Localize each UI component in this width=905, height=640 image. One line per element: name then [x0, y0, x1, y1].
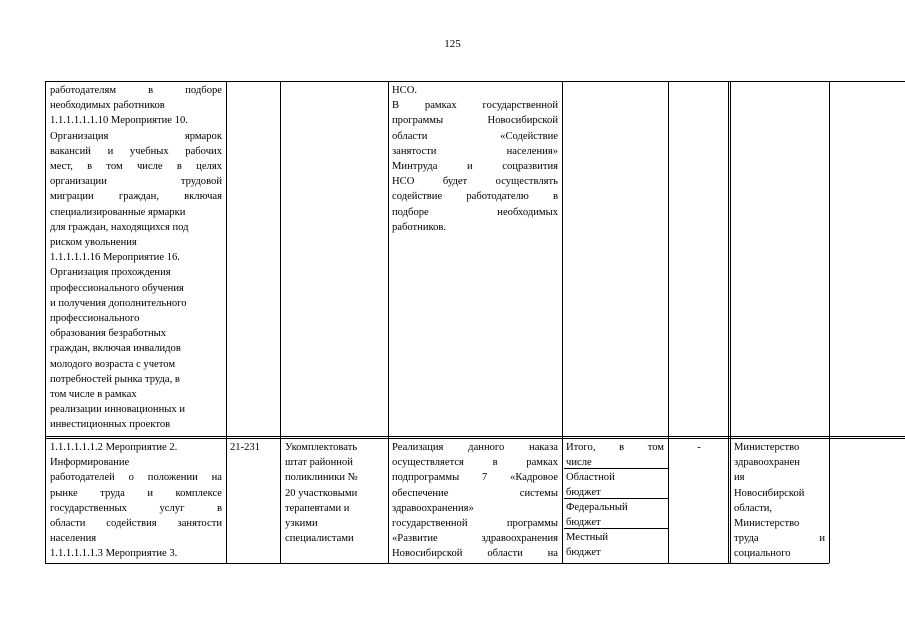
text-line: государственных услуг в — [50, 502, 222, 514]
text-line: работодателей о положении на — [50, 472, 222, 484]
text-line: труда и — [734, 533, 825, 545]
text-line: и получения дополнительного — [50, 297, 187, 309]
implementation-cell — [392, 83, 558, 235]
table-bottom-border — [45, 563, 829, 564]
text-line: мест, в том числе в целях — [50, 161, 222, 173]
text-line: образования безработных — [50, 328, 167, 340]
column-border — [562, 81, 563, 563]
responsible-executor-cell — [734, 440, 825, 562]
text-line: занятости населения» — [392, 145, 558, 157]
text-line: области «Содействие — [392, 130, 558, 142]
text-line: поликлиники № — [285, 472, 358, 484]
text-line: организации трудовой — [50, 176, 222, 188]
text-line: ия — [734, 472, 745, 484]
implementation-cell — [392, 440, 558, 562]
column-border — [388, 81, 389, 563]
text-line: Областной — [566, 472, 615, 483]
text-line: реализации инновационных и — [50, 404, 185, 416]
column-border — [829, 81, 830, 563]
budget-federal-cell — [566, 500, 664, 530]
row-divider — [45, 438, 905, 439]
text-line: Федеральный — [566, 502, 628, 513]
text-line: бюджет — [566, 487, 601, 499]
text-line: числе — [566, 457, 592, 469]
text-line: необходимых работников — [50, 100, 165, 112]
budget-total-cell — [566, 440, 664, 470]
text-line: специалистами — [285, 533, 354, 545]
text-line: бюджет — [566, 517, 601, 529]
order-number: 21-231 — [230, 442, 261, 453]
column-border — [280, 81, 281, 563]
text-line: области содействия занятости — [50, 518, 222, 530]
text-line: 1.1.1.1.1.1.2 Мероприятие 2. — [50, 442, 178, 453]
text-line: подпрограммы 7 «Кадровое — [392, 472, 558, 484]
activity-description-cell — [50, 83, 222, 433]
text-line: Новосибирской — [734, 487, 805, 499]
text-line: узкими — [285, 518, 318, 530]
text-line: области, — [734, 502, 773, 514]
text-line: населения — [50, 533, 97, 545]
amount-value: - — [697, 442, 701, 453]
text-line: Организация ярмарок — [50, 130, 222, 142]
text-line: обеспечение системы — [392, 487, 558, 499]
amount-cell — [670, 440, 728, 455]
text-line: миграции граждан, включая — [50, 191, 222, 203]
text-line: социального — [734, 548, 791, 560]
column-border — [45, 81, 46, 563]
page-number: 125 — [444, 38, 461, 50]
column-border — [728, 81, 729, 563]
activity-description-cell — [50, 440, 222, 562]
text-line: «Развитие здравоохранения — [392, 533, 558, 545]
order-content-cell — [285, 440, 385, 546]
text-line: Информирование — [50, 457, 130, 469]
text-line: Итого, в том — [566, 442, 664, 453]
text-line: государственной программы — [392, 518, 558, 530]
text-line: содействие работодателю в — [392, 191, 558, 203]
text-line: Минтруда и соцразвития — [392, 161, 558, 173]
text-line: подборе необходимых — [392, 206, 558, 218]
column-border — [226, 81, 227, 563]
text-line: здравоохранения» — [392, 502, 474, 514]
text-line: штат районной — [285, 457, 353, 469]
text-line: работодателям в подборе — [50, 85, 222, 96]
text-line: Министерство — [734, 442, 800, 453]
text-line: терапевтами и — [285, 502, 350, 514]
text-line: специализированные ярмарки — [50, 206, 186, 218]
text-line: Местный — [566, 532, 609, 543]
budget-regional-cell — [566, 470, 664, 500]
text-line: 20 участковыми — [285, 487, 358, 499]
text-line: риском увольнения — [50, 237, 137, 249]
text-line: НСО будет осуществлять — [392, 176, 558, 188]
table-top-border — [45, 81, 905, 82]
text-line: работников. — [392, 221, 447, 233]
text-line: Новосибирской области на — [392, 548, 558, 560]
text-line: для граждан, находящихся под — [50, 221, 189, 233]
column-border — [730, 81, 731, 563]
text-line: НСО. — [392, 85, 418, 96]
budget-local-cell — [566, 530, 664, 560]
row-divider — [45, 436, 905, 437]
text-line: Министерство — [734, 518, 800, 530]
text-line: Реализация данного наказа — [392, 442, 558, 453]
text-line: 1.1.1.1.1.16 Мероприятие 16. — [50, 252, 180, 264]
text-line: 1.1.1.1.1.1.10 Мероприятие 10. — [50, 115, 188, 127]
text-line: 1.1.1.1.1.1.3 Мероприятие 3. — [50, 548, 178, 560]
text-line: потребностей рынка труда, в — [50, 373, 180, 385]
text-line: здравоохранен — [734, 457, 800, 469]
text-line: граждан, включая инвалидов — [50, 343, 181, 355]
column-border — [668, 81, 669, 563]
text-line: профессионального — [50, 313, 140, 325]
text-line: Укомплектовать — [285, 442, 358, 453]
text-line: вакансий и учебных рабочих — [50, 145, 222, 157]
text-line: осуществляется в рамках — [392, 457, 558, 469]
text-line: молодого возраста с учетом — [50, 358, 176, 370]
text-line: В рамках государственной — [392, 100, 558, 112]
text-line: том числе в рамках — [50, 389, 137, 401]
order-number-cell — [230, 440, 276, 455]
text-line: программы Новосибирской — [392, 115, 558, 127]
text-line: профессионального обучения — [50, 282, 184, 294]
text-line: рынке труда и комплексе — [50, 487, 222, 499]
text-line: Организация прохождения — [50, 267, 171, 279]
text-line: бюджет — [566, 547, 601, 559]
text-line: инвестиционных проектов — [50, 419, 171, 431]
